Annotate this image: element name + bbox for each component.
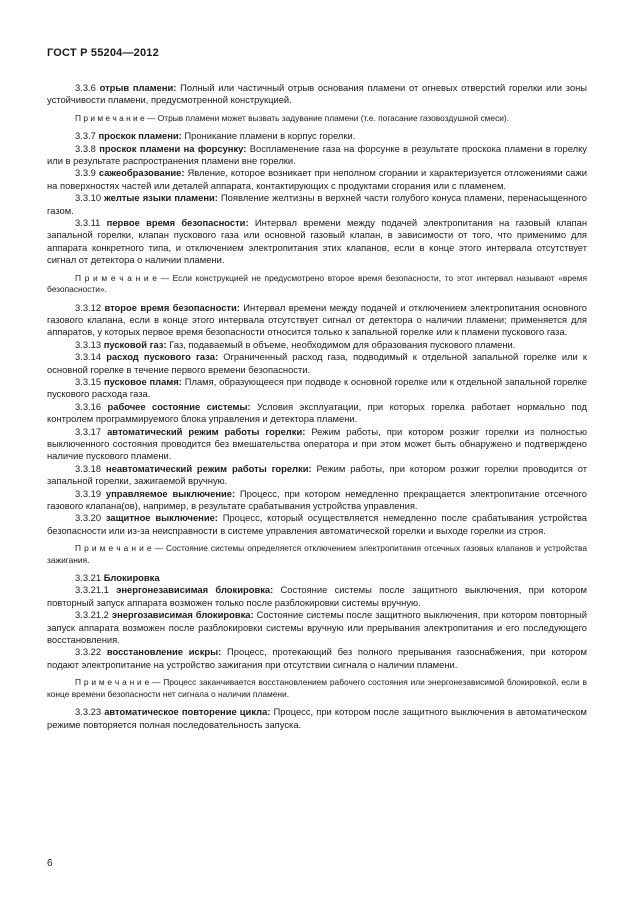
definition-paragraph [47, 302, 587, 339]
definition-text: Процесс, который осуществляется немедленно после срабатывания устройства безопасности или из-за неисправности в системе управления автоматической горелки и выходе горелки из строя. [47, 512, 587, 536]
clause-number: 3.3.19 [75, 487, 102, 499]
note-label: П р и м е ч а н и е [75, 272, 157, 283]
clause-number: 3.3.21 [75, 572, 102, 584]
clause-number: 3.3.21.2 [75, 609, 109, 621]
definition-paragraph [47, 572, 587, 584]
definition-text: Появление желтизны в верхней части голубого конуса пламени, перенасыщенного газом. [47, 192, 587, 216]
term: отрыв пламени: [99, 82, 177, 93]
clause-number: 3.3.20 [75, 512, 102, 524]
definition-text: Состояние системы после защитного выключения, при котором повторный запуск аппарата возможен только после разблокировки системы вручную. [47, 584, 587, 608]
term: защитное выключение: [105, 512, 218, 524]
term: автоматический режим работы горелки: [107, 425, 306, 437]
definition-text: Явление, которое возникает при неполном сгорании и характеризуется отложениями сажи на поверхностях частей или деталей аппарата, контактирующих с продуктами сгорания или с пламенем. [47, 167, 588, 191]
note-paragraph [47, 677, 587, 700]
term: восстановление искры: [106, 646, 222, 658]
definition-paragraph [47, 609, 587, 646]
definition-text: Интервал времени между подачей электропитания на газовый клапан запальной горелки, клапан пускового газа или основной газовый клапан, в зависимости от того, что применимо для аппарата конкретного типа, и отключением электропитания этих клапанов, если в конце этого интервала отсутствует сигнал от детектора о наличии пламени. [47, 217, 588, 266]
definition-paragraph [47, 167, 587, 192]
definition-paragraph [47, 351, 587, 376]
definition-paragraph [47, 82, 587, 107]
clause-number: 3.3.6 [75, 82, 96, 93]
definition-paragraph [47, 646, 587, 671]
document-header: ГОСТ Р 55204—2012 [47, 47, 159, 59]
definition-text: Условия эксплуатации, при которых горелка работает нормально под контролем программируемого блока управления и детектора пламени. [47, 400, 588, 425]
definition-paragraph [47, 339, 587, 351]
definition-text: Полный или частичный отрыв основания пламени от огневых отверстий горелки или зоны устойчивости пламени, предусмотренной конструкцией. [47, 82, 587, 106]
term: управляемое выключение: [105, 487, 236, 499]
definition-text: Режим работы, при котором розжиг горелки из полностью выключенного состояния проводится без вмешательства оператора и при этом может быть обнаружено и подтверждено наличие пускового пламени. [47, 425, 587, 462]
definition-paragraph [47, 401, 587, 426]
definition-paragraph [47, 143, 587, 168]
definition-text: Ограниченный расход газа, подводимый к отдельной запальной горелке или к основной горелке в течение первого времени безопасности. [47, 351, 588, 375]
definition-text: Интервал времени между подачей и отключением электропитания основного газового клапана, если в конце этого интервала отсутствует сигнал от детектора о наличии пламени; применяется для аппаратов, у которых первое время безопасности относится только к запальной горелке или к пламени пускового газа. [47, 301, 587, 338]
note-text: — Процесс заканчивается восстановлением рабочего состояния или энергонезависимой блокировкой, если в конце времени безопасности нет сигнала о наличии пламени. [47, 677, 588, 699]
note-text: — Состояние системы определяется отключением электропитания отсечных газовых клапанов и устройства зажигания. [47, 543, 587, 565]
document-body [47, 82, 587, 731]
clause-number: 3.3.7 [75, 130, 96, 142]
note-paragraph [47, 113, 587, 124]
note-paragraph [47, 543, 587, 566]
note-text: — Отрыв пламени может вызвать задувание пламени (т.е. погасание газовоздушной смеси). [144, 112, 510, 123]
note-text: — Если конструкцией не предусмотрено второе время безопасности, то этот интервал называют «время безопасности». [47, 272, 587, 295]
clause-number: 3.3.15 [75, 375, 102, 387]
page-number: 6 [47, 858, 53, 869]
definition-paragraph [47, 584, 587, 609]
clause-number: 3.3.21.1 [75, 584, 109, 596]
clause-number: 3.3.18 [75, 462, 102, 474]
definition-paragraph [47, 217, 587, 267]
clause-number: 3.3.13 [75, 338, 102, 350]
note-paragraph [47, 273, 587, 296]
definition-text: Воспламенение газа на форсунке в результате проскока пламени в горелку или в результате распространения пламени вне горелки. [47, 142, 587, 167]
clause-number: 3.3.12 [75, 301, 102, 313]
term: второе время безопасности: [104, 301, 240, 313]
term: неавтоматический режим работы горелки: [105, 462, 312, 474]
definition-text: Режим работы, при котором розжиг горелки проводится от запальной горелки, зажигаемой вручную. [47, 462, 587, 487]
term: энергонезависимая блокировка: [116, 584, 274, 596]
note-label: П р и м е ч а н и е [75, 543, 152, 554]
term: первое время безопасности: [106, 217, 249, 229]
definition-text: Процесс, протекающий без полного прерывания газоснабжения, при котором подают электропитание на устройство зажигания при отсутствии сигнала о наличии пламени. [47, 646, 587, 670]
clause-number: 3.3.16 [75, 400, 102, 412]
term: проскок пламени на форсунку: [99, 142, 247, 154]
term: Блокировка [103, 572, 160, 584]
clause-number: 3.3.14 [75, 351, 102, 363]
note-label: П р и м е ч а н и е [75, 677, 150, 688]
clause-number: 3.3.8 [75, 142, 96, 154]
definition-paragraph [47, 426, 587, 463]
definition-text: Проникание пламени в корпус горелки. [181, 130, 356, 142]
clause-number: 3.3.11 [75, 217, 101, 229]
clause-number: 3.3.9 [75, 167, 96, 179]
term: рабочее состояние системы: [107, 400, 251, 412]
definition-paragraph [47, 512, 587, 537]
clause-number: 3.3.17 [75, 425, 102, 437]
term: энергозависимая блокировка: [111, 609, 254, 621]
definition-text: Процесс, при котором немедленно прекращается электропитание отсечного газового клапана(ов), например, в результате срабатывания устройства управления. [47, 487, 588, 511]
term: пусковой газ: [103, 338, 167, 350]
definition-text: Состояние системы после защитного выключения, при котором повторный запуск аппарата возможен после разблокировки системы вручную или прерывания электропитания и его последующего восстановления. [47, 609, 587, 646]
note-label: П р и м е ч а н и е [75, 112, 145, 123]
definition-text: Процесс, при котором после защитного выключения в автоматическом режиме повторяется полная последовательность запуска. [47, 706, 587, 730]
clause-number: 3.3.23 [75, 706, 102, 718]
term: желтые языки пламени: [104, 192, 218, 204]
term: автоматическое повторение цикла: [104, 706, 271, 718]
definition-text: Газ, подаваемый в объеме, необходимом для образования пускового пламени. [166, 338, 516, 350]
definition-paragraph [47, 376, 587, 401]
term: пусковое пламя: [103, 375, 182, 387]
term: сажеобразование: [98, 167, 185, 179]
definition-paragraph [47, 130, 587, 142]
clause-number: 3.3.22 [75, 646, 102, 658]
definition-paragraph [47, 463, 587, 488]
definition-paragraph [47, 706, 587, 731]
definition-paragraph [47, 488, 587, 513]
term: расход пускового газа: [106, 351, 219, 363]
definition-text: Пламя, образующееся при подводе к основной горелке или к отдельной запальной горелке пускового расхода газа. [47, 375, 587, 400]
term: проскок пламени: [98, 130, 182, 142]
definition-paragraph [47, 192, 587, 217]
clause-number: 3.3.10 [75, 192, 102, 204]
